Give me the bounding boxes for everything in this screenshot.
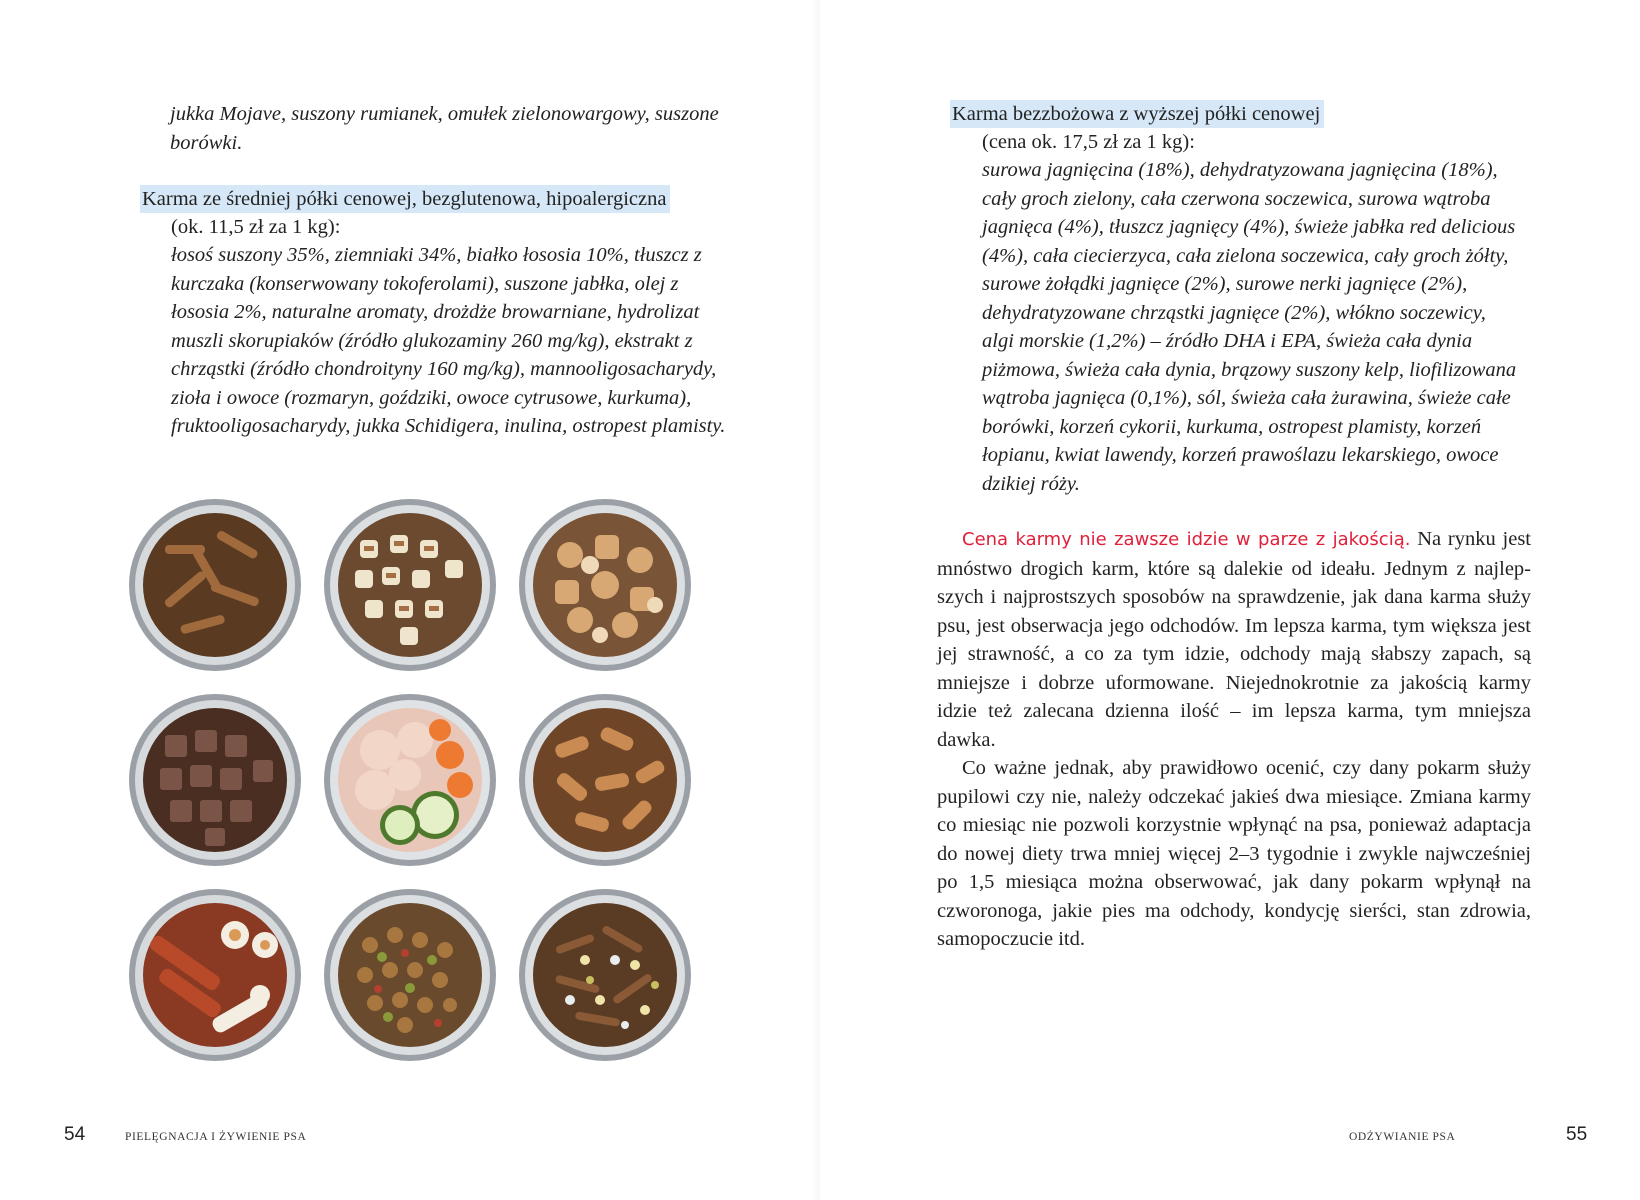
highlighted-lead-sentence: Cena karmy nie zawsze idzie w parze z jakością. xyxy=(962,529,1411,550)
price-note-mid: (ok. 11,5 zł za 1 kg): xyxy=(171,216,341,238)
right-page xyxy=(820,0,1640,1200)
ingredients-list-mid: łosoś suszony 35%, ziemniaki 34%, białko łososia 10%, tłuszcz z kurczaka (konserwowany tokoferolami), suszone jabłka, olej z łososia 2%, naturalne aromaty, drożdże browarniane, hydrolizat muszli skorupiaków (źródło glukozaminy 260 mg/kg), ekstrakt z chrząstki (źródło chondroityny 160 mg/kg), mannooligosacharydy, zioła i owoce (rozmaryn, goździki, owoce cytrusowe, kurkuma), fruktooligosacharydy, jukka Schidigera, inulina, ostropest plamisty. xyxy=(171,244,726,437)
paragraph-1 xyxy=(937,525,1531,754)
ingredients-continuation: jukka Mojave, suszony rumianek, omułek zielonowargowy, suszone borówki. xyxy=(170,103,719,154)
price-note-high: (cena ok. 17,5 zł za 1 kg): xyxy=(982,131,1195,153)
bowl-jerky-rawhide xyxy=(125,885,305,1065)
body-text xyxy=(937,525,1531,954)
bowl-kibble xyxy=(320,885,500,1065)
running-head-left: PIELĘGNACJA I ŻYWIENIE PSA xyxy=(125,1131,307,1143)
paragraph-2: Co ważne jednak, aby prawidłowo ocenić, czy dany pokarm służy pupilowi czy nie, należy odczekać jakieś dwa miesiące. Zmiana karmy co miesiąc nie pozwoli korzystnie wpłynąć na psa, ponieważ adaptacja do nowej diety trwa mniej więcej 2–3 tygodnie i zwykle najwcześniej po 1,5 miesiąca można obserwować, jak dany pokarm wpłynął na czworonoga, jakie pies ma odchody, kondycję sierści, stan zdrowia, samopoczucie itd. xyxy=(937,757,1531,950)
bowl-bone-treats xyxy=(125,495,305,675)
bowl-biscuits xyxy=(515,495,695,675)
paragraph-1-text: Na rynku jest mnóstwo drogich karm, które są dalekie od ideału. Jednym z najlepszych i najprostszych sposobów na sprawdzenie, jak dana karma służy psu, jest obserwacja jego odchodów. Im lepsza karma, tym większa jest jej strawność, a co za tym idzie, odchody mają słabszy zapach, są mniejsze i dobrze uformowane. Niejednokrotnie za jakością karmy idzie też zalecana dzienna ilość – im lepsza karma, tym mniejsza dawka. xyxy=(937,528,1531,751)
bowl-mixed-treats xyxy=(515,885,695,1065)
bowl-chicken-vegetables xyxy=(320,690,500,870)
page-number-left: 54 xyxy=(64,1124,86,1145)
running-head-right: ODŻYWIANIE PSA xyxy=(1349,1131,1456,1143)
bowl-bone-biscuits xyxy=(515,690,695,870)
ingredients-list-high: surowa jagnięcina (18%), dehydratyzowana jagnięcina (18%), cały groch zielony, cała czerwona soczewica, surowa wątroba jagnięca (4%), tłuszcz jagnięcy (4%), świeże jabłka red delicious (4%), cała ciecierzyca, cała zielona soczewica, cały groch żółty, surowe żołądki jagnięce (2%), surowe nerki jagnięce (2%), dehydratyzowane chrząstki jagnięce (2%), włókno soczewicy, algi morskie (1,2%) – źródło DHA i EPA, świeża cała dynia piżmowa, świeża cała dynia, brązowy suszony kelp, liofilizowana wątroba jagnięca (0,1%), sól, świeża cała żurawina, świeże całe borówki, korzeń cykorii, kurkuma, ostropest plamisty, korzeń łopianu, kwiat lawendy, korzeń prawoślazu lekarskiego, owoce dzikiej róży. xyxy=(982,159,1517,495)
section-heading-high-price: Karma bezzbożowa z wyższej półki cenowej xyxy=(950,100,1324,128)
bowl-meat-cubes xyxy=(125,690,305,870)
section-heading-mid-price: Karma ze średniej półki cenowej, bezglutenowa, hipoalergiczna xyxy=(140,185,670,213)
food-bowls-photo xyxy=(125,495,725,1095)
page-number-right: 55 xyxy=(1566,1124,1588,1145)
bowl-sandwich-treats xyxy=(320,495,500,675)
